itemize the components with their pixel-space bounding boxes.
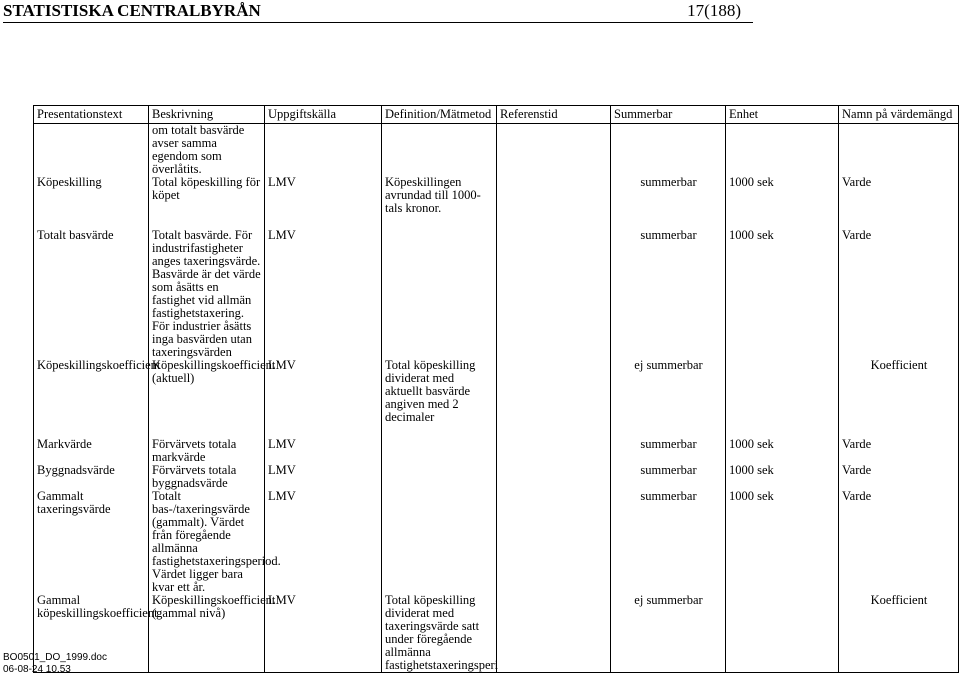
cell-definition	[382, 124, 497, 177]
cell-uppgiftskalla: LMV	[265, 176, 382, 215]
cell-enhet	[726, 594, 839, 673]
variable-table	[33, 105, 959, 673]
cell-namn: Varde	[839, 229, 959, 359]
cell-enhet: 1000 sek	[726, 464, 839, 490]
cell-summerbar: ej summerbar	[611, 359, 726, 424]
cell-enhet	[726, 124, 839, 177]
page-header	[3, 0, 753, 23]
cell-summerbar: ej summerbar	[611, 594, 726, 673]
cell-uppgiftskalla: LMV	[265, 594, 382, 673]
cell-presentationstext: Totalt basvärde	[34, 229, 149, 359]
table-row	[34, 438, 959, 464]
col-header: Enhet	[726, 106, 839, 124]
cell-summerbar: summerbar	[611, 176, 726, 215]
spacer-row	[34, 424, 959, 438]
cell-namn: Koefficient	[839, 359, 959, 424]
cell-summerbar: summerbar	[611, 464, 726, 490]
cell-beskrivning: Total köpeskilling för köpet	[149, 176, 265, 215]
cell-namn: Varde	[839, 438, 959, 464]
cell-enhet	[726, 359, 839, 424]
table-row	[34, 229, 959, 359]
cell-referenstid	[497, 464, 611, 490]
table-row	[34, 464, 959, 490]
page-footer	[3, 652, 107, 676]
cell-referenstid	[497, 229, 611, 359]
cell-definition	[382, 229, 497, 359]
table-row	[34, 359, 959, 424]
cell-definition	[382, 464, 497, 490]
cell-summerbar: summerbar	[611, 490, 726, 594]
cell-uppgiftskalla: LMV	[265, 359, 382, 424]
table-row	[34, 594, 959, 673]
col-header: Namn på värdemängd	[839, 106, 959, 124]
col-header: Uppgiftskälla	[265, 106, 382, 124]
col-header: Beskrivning	[149, 106, 265, 124]
cell-referenstid	[497, 124, 611, 177]
cell-beskrivning: Köpeskillingskoefficient (gammal nivå)	[149, 594, 265, 673]
cell-namn: Varde	[839, 490, 959, 594]
col-header: Presentationstext	[34, 106, 149, 124]
header-row	[34, 106, 959, 124]
spacer-row	[34, 215, 959, 229]
cell-namn: Koefficient	[839, 594, 959, 673]
col-header: Summerbar	[611, 106, 726, 124]
cell-referenstid	[497, 176, 611, 215]
cell-uppgiftskalla	[265, 124, 382, 177]
cell-namn: Varde	[839, 464, 959, 490]
cell-definition: Total köpeskilling dividerat med aktuellt basvärde angiven med 2 decimaler	[382, 359, 497, 424]
cell-beskrivning: om totalt basvärde avser samma egendom som överlåtits.	[149, 124, 265, 177]
cell-beskrivning: Förvärvets totala byggnadsvärde	[149, 464, 265, 490]
cell-referenstid	[497, 359, 611, 424]
cell-enhet: 1000 sek	[726, 490, 839, 594]
cell-summerbar: summerbar	[611, 229, 726, 359]
cell-referenstid	[497, 438, 611, 464]
cell-definition: Köpeskillingen avrundad till 1000-tals kronor.	[382, 176, 497, 215]
cell-enhet: 1000 sek	[726, 229, 839, 359]
cell-presentationstext: Byggnadsvärde	[34, 464, 149, 490]
cell-uppgiftskalla: LMV	[265, 229, 382, 359]
cell-presentationstext: Markvärde	[34, 438, 149, 464]
cell-beskrivning: Förvärvets totala markvärde	[149, 438, 265, 464]
cell-beskrivning: Köpeskillingskoefficient (aktuell)	[149, 359, 265, 424]
cell-presentationstext: Gammalt taxeringsvärde	[34, 490, 149, 594]
cell-presentationstext: Gammal köpeskillingskoefficient	[34, 594, 149, 673]
footer-date: 06-08-24 10.53	[3, 664, 71, 675]
cell-namn: Varde	[839, 176, 959, 215]
cell-definition	[382, 438, 497, 464]
cell-presentationstext	[34, 124, 149, 177]
table-row	[34, 124, 959, 177]
cell-presentationstext: Köpeskilling	[34, 176, 149, 215]
cell-summerbar: summerbar	[611, 438, 726, 464]
cell-enhet: 1000 sek	[726, 438, 839, 464]
cell-referenstid	[497, 594, 611, 673]
cell-uppgiftskalla: LMV	[265, 438, 382, 464]
cell-presentationstext: Köpeskillingskoefficient	[34, 359, 149, 424]
cell-definition	[382, 490, 497, 594]
cell-definition: Total köpeskilling dividerat med taxeringsvärde satt under föregående allmänna fastighetstaxeringsperi	[382, 594, 497, 673]
footer-filename: BO0501_DO_1999.doc	[3, 652, 107, 663]
cell-uppgiftskalla: LMV	[265, 490, 382, 594]
cell-referenstid	[497, 490, 611, 594]
page-number: 17(188)	[687, 1, 741, 20]
table-row	[34, 490, 959, 594]
cell-namn	[839, 124, 959, 177]
cell-enhet: 1000 sek	[726, 176, 839, 215]
col-header: Referenstid	[497, 106, 611, 124]
table-row	[34, 176, 959, 215]
cell-beskrivning: Totalt basvärde. För industrifastigheter anges taxeringsvärde. Basvärde är det värde som åsätts en fastighet vid allmän fastighetstaxering. För industrier åsätts inga basvärden utan taxeringsvärden	[149, 229, 265, 359]
cell-summerbar	[611, 124, 726, 177]
col-header: Definition/Mätmetod	[382, 106, 497, 124]
cell-uppgiftskalla: LMV	[265, 464, 382, 490]
cell-beskrivning: Totalt bas-/taxeringsvärde (gammalt). Värdet från föregående allmänna fastighetstaxeringsperiod. Värdet ligger bara kvar ett år.	[149, 490, 265, 594]
org-name: STATISTISKA CENTRALBYRÅN	[3, 1, 261, 20]
